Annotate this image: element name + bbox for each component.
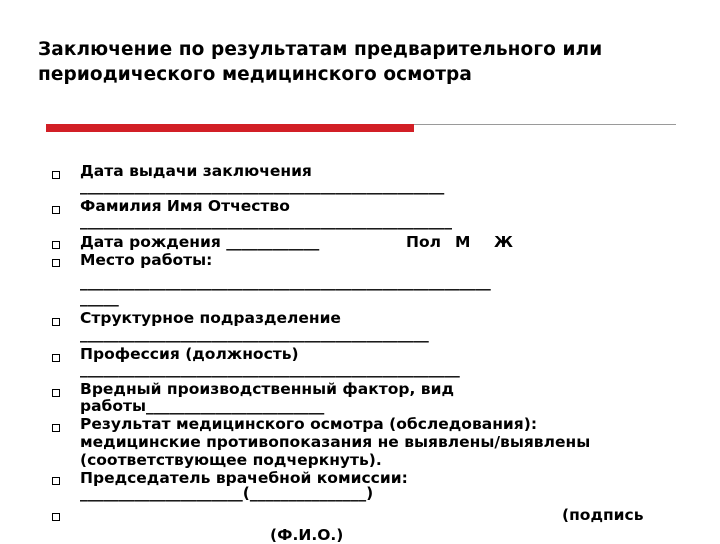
divider-rule	[414, 124, 676, 125]
bullet-square-icon	[52, 477, 60, 485]
bullet-square-icon	[52, 318, 60, 326]
result-line-2: медицинские противопоказания не выявлены/выявлены	[80, 433, 591, 451]
full-name-label: Фамилия Имя Отчество	[80, 197, 290, 215]
bullet-square-icon	[52, 389, 60, 397]
department-blank: _____________________________________________	[80, 325, 429, 343]
department-label: Структурное подразделение	[80, 309, 341, 327]
result-line-1: Результат медицинского осмотра (обследования):	[80, 415, 538, 433]
result-line-3: (соответствующее подчеркнуть).	[80, 451, 382, 469]
fio-caption: (Ф.И.О.)	[270, 526, 344, 544]
title-line-2: периодического медицинского осмотра	[38, 64, 472, 85]
bullet-square-icon	[52, 354, 60, 362]
title-line-1: Заключение по результатам предварительного или	[38, 39, 603, 60]
bullet-square-icon	[52, 424, 60, 432]
bullet-square-icon	[52, 171, 60, 179]
bullet-square-icon	[52, 241, 60, 249]
chairman-label: Председатель врачебной комиссии:	[80, 469, 408, 487]
profession-blank: _________________________________________________	[80, 360, 460, 378]
hazard-work-blank: работы_______________________	[80, 397, 325, 415]
sex-option-f: Ж	[494, 233, 513, 251]
bullet-square-icon	[52, 206, 60, 214]
profession-label: Профессия (должность)	[80, 345, 299, 363]
page-title	[38, 37, 698, 87]
issue-date-label: Дата выдачи заключения	[80, 162, 312, 180]
birth-date-label: Дата рождения ____________	[80, 233, 320, 251]
workplace-label: Место работы:	[80, 251, 213, 269]
chairman-signature-blank: _____________________(_______________)	[80, 484, 374, 502]
full-name-blank: ________________________________________________	[80, 212, 452, 230]
signature-caption: (подпись	[562, 506, 644, 524]
sex-label: Пол	[406, 233, 441, 251]
issue-date-blank: _______________________________________________	[80, 177, 445, 195]
hazard-label: Вредный производственный фактор, вид	[80, 380, 454, 398]
bullet-square-icon	[52, 259, 60, 267]
workplace-blank-1: _____________________________________________________	[80, 273, 491, 291]
accent-bar	[46, 124, 414, 132]
bullet-square-icon	[52, 513, 60, 521]
workplace-blank-2: _____	[80, 289, 119, 307]
sex-option-m: М	[455, 233, 471, 251]
